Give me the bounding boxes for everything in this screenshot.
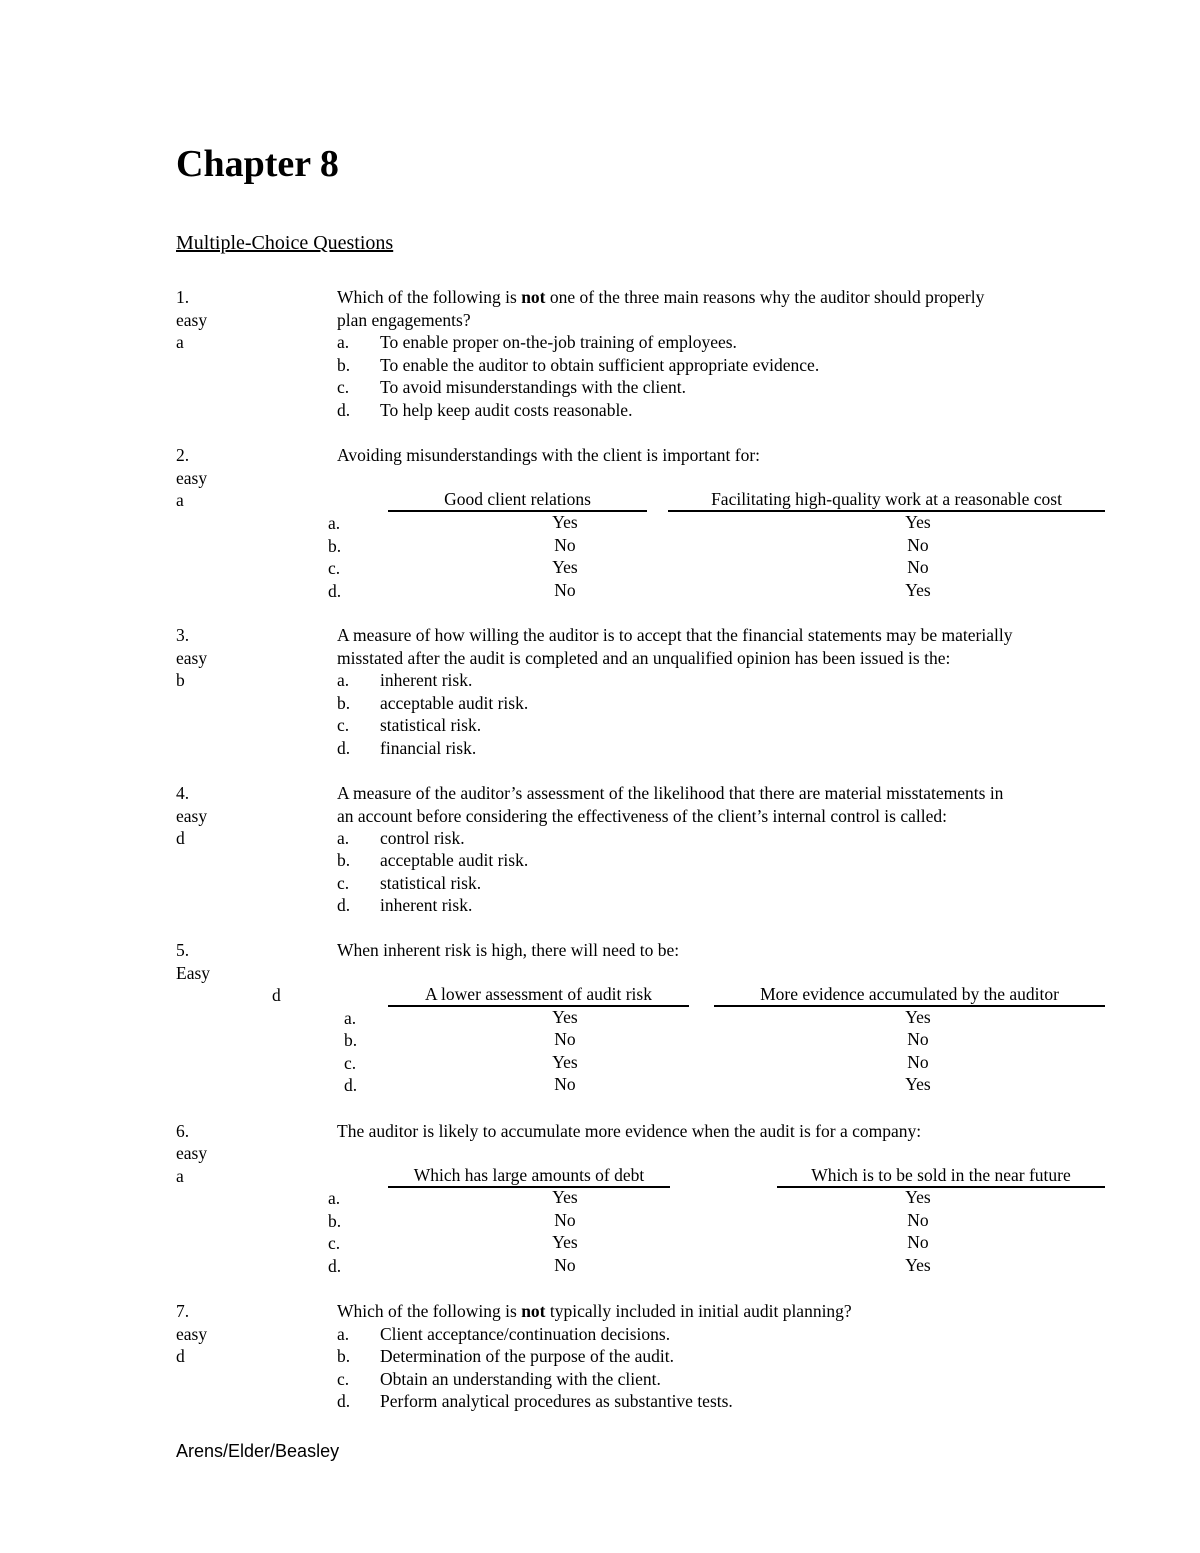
option-letter: c. (337, 1369, 350, 1389)
table-cell: Yes (905, 1074, 931, 1094)
question-difficulty: easy (176, 1324, 208, 1344)
row-letter: a. (328, 513, 341, 533)
table-header: More evidence accumulated by the auditor (714, 984, 1105, 1007)
question-text: Avoiding misunderstandings with the client is important for: (337, 445, 761, 465)
question-answer: b (176, 670, 185, 690)
option-letter: d. (337, 895, 351, 915)
option-text: inherent risk. (380, 895, 473, 915)
table-cell: Yes (905, 512, 931, 532)
row-letter: a. (344, 1008, 357, 1028)
question-answer: a (176, 490, 184, 510)
option-letter: c. (337, 873, 350, 893)
row-letter: d. (328, 1256, 342, 1276)
row-letter: b. (328, 536, 342, 556)
option-letter: a. (337, 1324, 350, 1344)
row-letter: d. (344, 1075, 358, 1095)
question-difficulty: easy (176, 806, 208, 826)
table-cell: Yes (552, 1232, 578, 1252)
question-text-line: misstated after the audit is completed and an unqualified opinion has been issued is the: (337, 648, 951, 668)
question-number: 6. (176, 1121, 190, 1141)
table-header: Which is to be sold in the near future (777, 1165, 1105, 1188)
option-text: inherent risk. (380, 670, 473, 690)
question-difficulty: easy (176, 310, 208, 330)
section-heading: Multiple-Choice Questions (176, 232, 394, 254)
table-cell: Yes (905, 580, 931, 600)
row-letter: a. (328, 1188, 341, 1208)
question-difficulty: Easy (176, 963, 211, 983)
question-text-line: plan engagements? (337, 310, 471, 330)
page-title: Chapter 8 (176, 143, 339, 185)
option-text: To avoid misunderstandings with the client. (380, 377, 686, 397)
question-text: A measure of how willing the auditor is to accept that the financial statements may be materially (337, 625, 1013, 645)
question-text: The auditor is likely to accumulate more evidence when the audit is for a company: (337, 1121, 922, 1141)
option-letter: b. (337, 1346, 351, 1366)
page-footer: Arens/Elder/Beasley (176, 1441, 340, 1461)
option-text: control risk. (380, 828, 465, 848)
row-letter: b. (328, 1211, 342, 1231)
question-number: 3. (176, 625, 190, 645)
question-text: When inherent risk is high, there will need to be: (337, 940, 680, 960)
option-text: To enable the auditor to obtain sufficient appropriate evidence. (380, 355, 820, 375)
table-cell: Yes (552, 557, 578, 577)
table-cell: No (554, 1210, 576, 1230)
row-letter: c. (328, 1233, 341, 1253)
option-letter: b. (337, 693, 351, 713)
option-text: statistical risk. (380, 873, 482, 893)
option-text: To enable proper on-the-job training of employees. (380, 332, 737, 352)
option-letter: a. (337, 332, 350, 352)
table-cell: Yes (905, 1187, 931, 1207)
table-cell: Yes (905, 1255, 931, 1275)
table-cell: No (554, 1074, 576, 1094)
table-cell: No (554, 535, 576, 555)
option-letter: b. (337, 850, 351, 870)
row-letter: d. (328, 581, 342, 601)
question-answer: d (176, 1346, 185, 1366)
question-number: 5. (176, 940, 190, 960)
question-number: 7. (176, 1301, 190, 1321)
option-letter: d. (337, 400, 351, 420)
table-cell: Yes (552, 1187, 578, 1207)
option-letter: c. (337, 715, 350, 735)
question-text: Which of the following is not one of the three main reasons why the auditor should properly (337, 287, 985, 307)
question-answer: a (176, 1166, 184, 1186)
option-text: Perform analytical procedures as substantive tests. (380, 1391, 733, 1411)
table-cell: Yes (552, 1007, 578, 1027)
option-text: acceptable audit risk. (380, 850, 529, 870)
question-number: 1. (176, 287, 190, 307)
question-number: 2. (176, 445, 190, 465)
table-cell: Yes (552, 512, 578, 532)
question-text-line: an account before considering the effectiveness of the client’s internal control is called: (337, 806, 947, 826)
table-cell: No (907, 535, 929, 555)
table-cell: No (554, 580, 576, 600)
question-answer: d (272, 985, 281, 1005)
option-text: statistical risk. (380, 715, 482, 735)
option-letter: c. (337, 377, 350, 397)
option-text: To help keep audit costs reasonable. (380, 400, 633, 420)
table-cell: No (907, 1029, 929, 1049)
table-cell: Yes (552, 1052, 578, 1072)
option-letter: b. (337, 355, 351, 375)
table-cell: Yes (905, 1007, 931, 1027)
table-cell: No (554, 1029, 576, 1049)
option-letter: d. (337, 1391, 351, 1411)
table-cell: No (907, 557, 929, 577)
table-header: Good client relations (388, 489, 647, 512)
question-difficulty: easy (176, 648, 208, 668)
table-header: Facilitating high-quality work at a reasonable cost (668, 489, 1105, 512)
question-text: Which of the following is not typically included in initial audit planning? (337, 1301, 852, 1321)
row-letter: b. (344, 1030, 358, 1050)
option-text: financial risk. (380, 738, 477, 758)
row-letter: c. (328, 558, 341, 578)
question-text: A measure of the auditor’s assessment of the likelihood that there are material misstatements in (337, 783, 1004, 803)
question-difficulty: easy (176, 1143, 208, 1163)
option-text: Client acceptance/continuation decisions. (380, 1324, 671, 1344)
table-cell: No (554, 1255, 576, 1275)
question-answer: d (176, 828, 185, 848)
option-text: Determination of the purpose of the audit. (380, 1346, 675, 1366)
table-cell: No (907, 1232, 929, 1252)
question-number: 4. (176, 783, 190, 803)
question-difficulty: easy (176, 468, 208, 488)
table-cell: No (907, 1052, 929, 1072)
row-letter: c. (344, 1053, 357, 1073)
option-text: Obtain an understanding with the client. (380, 1369, 661, 1389)
option-letter: a. (337, 670, 350, 690)
table-cell: No (907, 1210, 929, 1230)
table-header: A lower assessment of audit risk (388, 984, 689, 1007)
question-answer: a (176, 332, 184, 352)
option-text: acceptable audit risk. (380, 693, 529, 713)
option-letter: a. (337, 828, 350, 848)
option-letter: d. (337, 738, 351, 758)
table-header: Which has large amounts of debt (388, 1165, 670, 1188)
